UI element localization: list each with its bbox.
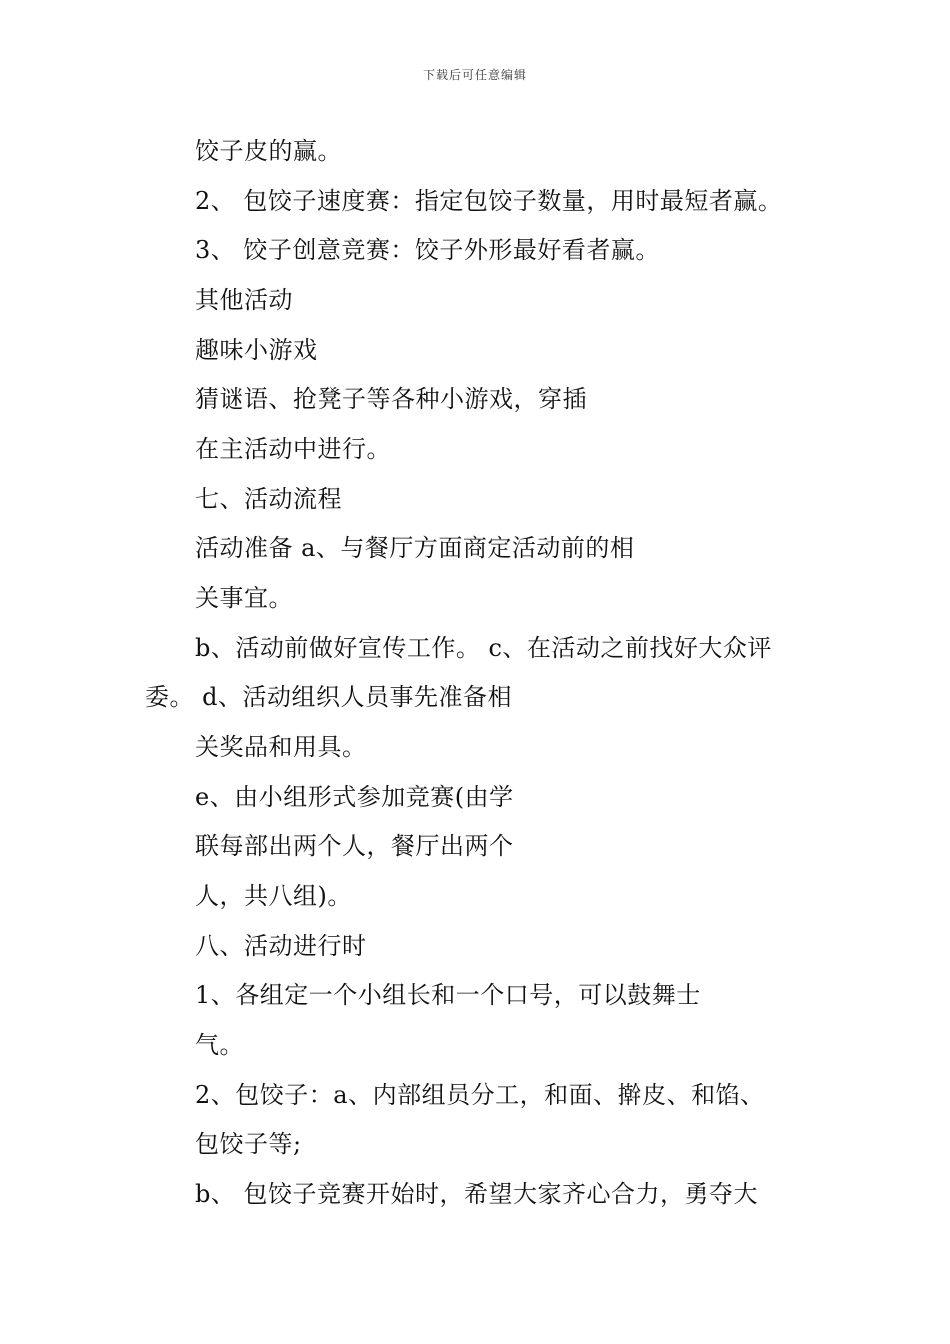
text-line: 1、各组定一个小组长和一个口号，可以鼓舞士 (195, 981, 701, 1009)
text-line: 关事宜。 (195, 584, 293, 612)
text-line: 猜谜语、抢凳子等各种小游戏，穿插 (195, 385, 587, 413)
text-line: e、由小组形式参加竞赛(由学 (195, 783, 514, 811)
text-line: 联每部出两个人，餐厅出两个 (195, 832, 514, 860)
text-line: 饺子皮的赢。 (195, 137, 342, 165)
text-line: b、 包饺子竞赛开始时，希望大家齐心合力，勇夺大 (195, 1180, 758, 1208)
text-line: 关奖品和用具。 (195, 733, 367, 761)
text-line: 气。 (195, 1031, 244, 1059)
text-line: 活动准备 a、与餐厅方面商定活动前的相 (195, 534, 635, 562)
section-heading: 七、活动流程 (195, 485, 342, 513)
text-line: 包饺子等; (195, 1130, 302, 1158)
subsection-heading: 趣味小游戏 (195, 336, 318, 364)
section-heading: 其他活动 (195, 286, 293, 314)
page-header: 下载后可任意编辑 (422, 68, 527, 82)
text-line: 委。 d、活动组织人员事先准备相 (145, 683, 512, 711)
text-line: 3、 饺子创意竞赛：饺子外形最好看者赢。 (195, 236, 660, 264)
text-line: 人，共八组)。 (195, 882, 352, 910)
text-line: 2、 包饺子速度赛：指定包饺子数量，用时最短者赢。 (195, 187, 783, 215)
text-line: b、活动前做好宣传工作。 c、在活动之前找好大众评 (195, 634, 772, 662)
text-line: 2、包饺子：a、内部组员分工，和面、擀皮、和馅、 (195, 1081, 765, 1109)
section-heading: 八、活动进行时 (195, 932, 367, 960)
text-line: 在主活动中进行。 (195, 435, 391, 463)
